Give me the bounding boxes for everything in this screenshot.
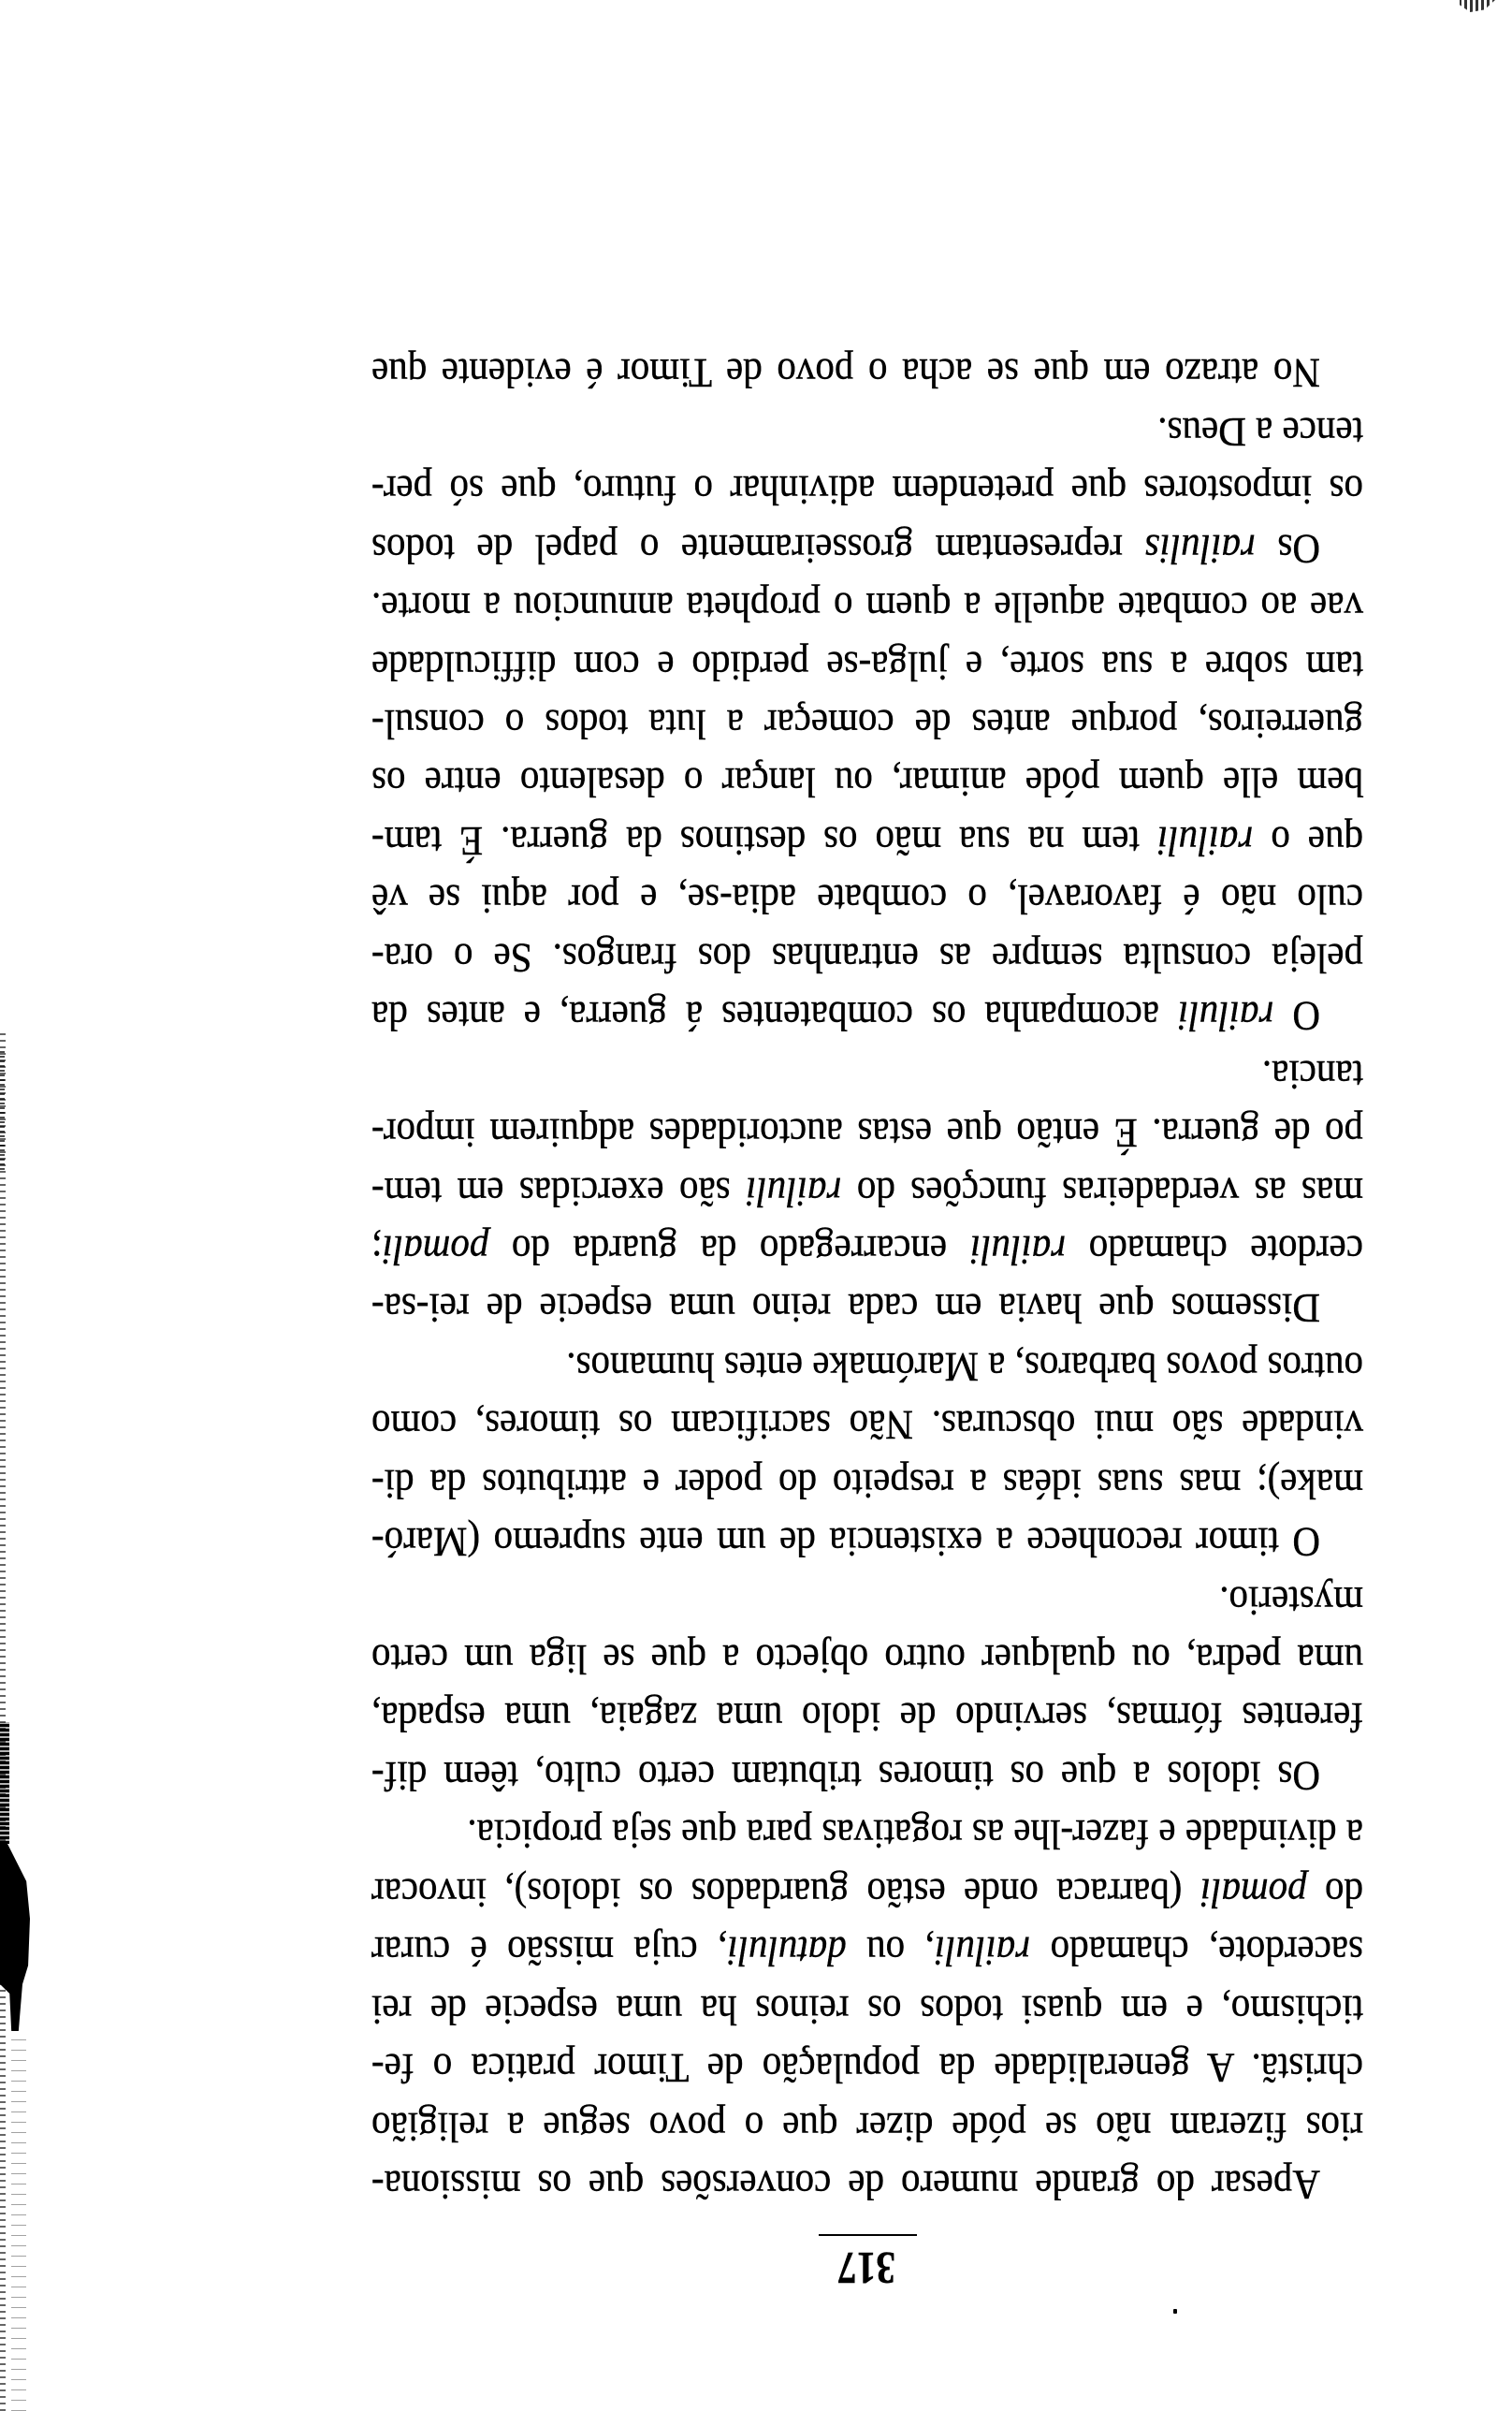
paragraph xyxy=(371,344,1363,402)
text-run: cerdote chamado xyxy=(1066,1227,1363,1274)
scan-artifact-dark-column xyxy=(0,1722,9,1844)
text-line xyxy=(371,868,1363,930)
text-line xyxy=(371,752,1363,814)
text-run: po de guerra. É então que estas auctoridades adquirem impor- xyxy=(371,1110,1363,1157)
text-line xyxy=(371,1570,1363,1632)
text-run: ; xyxy=(371,1227,383,1274)
text-line xyxy=(371,1745,1363,1807)
italic-term: pomali xyxy=(1199,1869,1307,1917)
header-rule xyxy=(819,2234,917,2236)
text-line xyxy=(371,693,1363,755)
text-line xyxy=(371,1394,1363,1456)
text-run: que o xyxy=(1253,818,1363,865)
text-run: representam grosseiramente o papel de todos xyxy=(371,525,1145,573)
text-run: os impostores que pretendem adivinhar o futuro, que só per- xyxy=(371,467,1363,515)
text-line xyxy=(371,401,1363,463)
text-run: tem na sua mão os destinos da guerra. É tam- xyxy=(371,818,1157,865)
page-number: 317 xyxy=(837,2243,895,2294)
text-run: culo não é favoravel, o combate adia-se, e por aqui se vê xyxy=(371,876,1363,924)
text-run: O xyxy=(1273,993,1320,1041)
paragraph xyxy=(371,1571,1363,1805)
text-line xyxy=(371,1278,1363,1340)
text-line xyxy=(371,2096,1363,2158)
scan-artifact-strip xyxy=(0,1048,5,1170)
italic-term: railuli xyxy=(934,1928,1031,1976)
scan-artifact-speck xyxy=(1173,2309,1177,2314)
text-run: Apesar do grande numero de conversões que os missiona- xyxy=(371,2162,1320,2209)
text-line xyxy=(371,810,1363,872)
paragraph xyxy=(371,402,1363,577)
text-run: vindade são mui obscuras. Não sacrificam os timores, como xyxy=(371,1402,1363,1450)
italic-term: railulis xyxy=(1144,525,1256,573)
text-run: uma pedra, ou qualquer outro objecto a que se liga um certo xyxy=(371,1636,1363,1683)
text-run: christã. A generalidade da população de Timor pratica o fe- xyxy=(371,2045,1363,2092)
text-line xyxy=(371,1102,1363,1164)
text-run: tancia. xyxy=(1261,1051,1363,1099)
text-run: Dissemos que havia em cada reino uma especie de rei-sa- xyxy=(371,1285,1320,1333)
text-run: encarregado da guarda do xyxy=(488,1227,970,1274)
text-line xyxy=(371,1511,1363,1573)
text-line xyxy=(371,1628,1363,1690)
text-line xyxy=(371,1336,1363,1398)
text-line xyxy=(371,1920,1363,1982)
italic-term: datululi xyxy=(727,1928,847,1976)
text-run: mas as verdadeiras funcções do xyxy=(841,1168,1363,1216)
text-run: Os xyxy=(1255,525,1320,573)
text-line xyxy=(371,2154,1363,2216)
text-line xyxy=(371,1453,1363,1515)
text-line xyxy=(371,1161,1363,1223)
italic-term: railuli xyxy=(1177,993,1274,1041)
text-run: mysterio. xyxy=(1219,1577,1363,1625)
text-run: bem elle quem póde animar, ou lançar o desalento entre os xyxy=(371,759,1363,807)
text-run: são exercidas em tem- xyxy=(371,1168,746,1216)
text-line xyxy=(371,1219,1363,1281)
text-run: (barraca onde estão guardados os idolos), invocar xyxy=(371,1869,1200,1917)
text-run: sacerdote, chamado xyxy=(1030,1928,1363,1976)
text-run: vae ao combate aquelle a quem o propheta annunciou a morte. xyxy=(371,584,1363,632)
text-run: outros povos barbaros, a Marómake entes humanos. xyxy=(566,1344,1363,1391)
paragraph xyxy=(371,1805,1363,2214)
scan-artifact-sparse-noise xyxy=(11,2031,26,2411)
text-line xyxy=(371,1979,1363,2041)
text-line xyxy=(371,1803,1363,1865)
text-run: make); mas suas idéas a respeito do poder e attributos da di- xyxy=(371,1460,1363,1508)
text-line xyxy=(371,459,1363,521)
text-run: ferentes fórmas, servindo de idolo uma zagaia, uma espada, xyxy=(371,1694,1363,1742)
text-line xyxy=(371,635,1363,697)
text-run: tam sobre a sua sorte, e julga-se perdido e com difficuldade xyxy=(371,642,1363,690)
text-body xyxy=(371,344,1363,2214)
italic-term: railuli xyxy=(969,1227,1067,1274)
text-run: a divindade e fazer-lhe as rogativas para que seja propicia. xyxy=(467,1811,1363,1859)
text-run: acompanha os combatentes á guerra, e antes da xyxy=(371,993,1178,1041)
text-line xyxy=(371,927,1363,989)
text-run: O timor reconhece a existencia de um ente supremo (Maró- xyxy=(371,1519,1320,1567)
paragraph xyxy=(371,1045,1363,1337)
text-run: rios fizeram não se póde dizer que o povo segue a religião xyxy=(371,2103,1363,2151)
text-run: , cuja missão é curar xyxy=(371,1928,728,1976)
text-line xyxy=(371,1862,1363,1924)
italic-term: pomali xyxy=(382,1227,489,1274)
paragraph xyxy=(371,578,1363,1046)
paragraph xyxy=(371,1337,1363,1571)
italic-term: railuli xyxy=(745,1168,842,1216)
text-run: , ou xyxy=(846,1928,935,1976)
italic-term: railuli xyxy=(1156,818,1254,865)
text-line xyxy=(371,985,1363,1047)
text-run: do xyxy=(1306,1869,1363,1917)
text-line xyxy=(371,343,1363,405)
text-line xyxy=(371,2037,1363,2099)
text-run: guerreiros, porque antes de começar a luta todos o consul- xyxy=(371,701,1363,748)
scan-artifact-corner xyxy=(1460,0,1495,12)
text-line xyxy=(371,576,1363,638)
text-run: Os idolos a que os timores tributam certo culto, têem dif- xyxy=(371,1753,1320,1800)
text-run: No atrazo em que se acha o povo de Timor é evidente que xyxy=(371,350,1320,398)
scan-artifact-edge-noise xyxy=(0,1030,6,2411)
text-run: tence a Deus. xyxy=(1157,409,1363,456)
text-run: tichismo, e em quasi todos os reinos ha uma especie de rei xyxy=(371,1986,1363,2034)
text-run: peleja consulta sempre as entranhas dos frangos. Se o ora- xyxy=(371,934,1363,982)
text-line xyxy=(371,1044,1363,1106)
text-line xyxy=(371,518,1363,580)
text-line xyxy=(371,1687,1363,1749)
